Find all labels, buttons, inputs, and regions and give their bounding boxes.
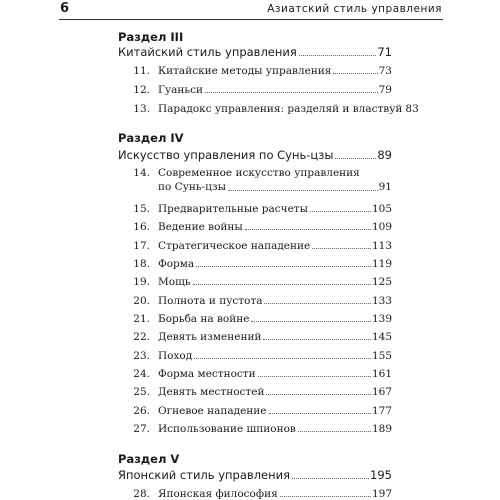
chapter-number: 14.	[133, 167, 150, 179]
chapter-number: 26.	[133, 405, 150, 417]
chapter-page: 197	[371, 488, 392, 500]
toc-entry[interactable]	[118, 166, 392, 195]
chapter-title: Стратегическое нападение	[158, 240, 311, 252]
toc-entry[interactable]	[118, 291, 392, 307]
page-header	[0, 0, 500, 22]
chapter-page: 161	[371, 368, 392, 380]
chapter-page: 105	[371, 203, 392, 215]
chapter-number: 17.	[133, 240, 150, 252]
chapter-title: Парадокс управления: разделяй и властвуй	[158, 103, 403, 115]
chapter-number: 24.	[133, 368, 150, 380]
chapter-title: Форма местности	[158, 368, 256, 380]
part-title: Китайский стиль управления	[118, 45, 297, 59]
toc-entry[interactable]	[118, 346, 392, 362]
toc-entry[interactable]	[118, 217, 392, 233]
part-page: 89	[377, 148, 392, 162]
chapter-number: 18.	[133, 258, 150, 270]
chapter-title: Борьба на войне	[158, 313, 250, 325]
toc-entry[interactable]	[118, 254, 392, 270]
chapter-number: 16.	[133, 221, 150, 233]
part-page: 195	[370, 468, 392, 482]
dot-leader	[269, 413, 371, 414]
section-heading: Раздел V	[118, 452, 180, 466]
chapter-number: 28.	[133, 488, 150, 500]
toc-entry[interactable]	[118, 272, 392, 288]
chapter-number: 23.	[133, 350, 150, 362]
dot-leader	[310, 211, 371, 212]
part-title: Искусство управления по Сунь-цзы	[118, 148, 334, 162]
chapter-page: 73	[378, 65, 392, 77]
chapter-page: 139	[371, 313, 392, 325]
chapter-page: 125	[371, 276, 392, 288]
toc-entry[interactable]	[118, 401, 392, 417]
dot-leader	[193, 284, 371, 285]
chapter-number: 25.	[133, 386, 150, 398]
dot-leader	[266, 394, 371, 395]
chapter-page: 83	[405, 103, 419, 115]
dot-leader	[264, 303, 370, 304]
running-title: Азиатский стиль управления	[267, 3, 442, 15]
toc-entry[interactable]	[118, 61, 392, 77]
part-page: 71	[377, 45, 392, 59]
part-entry[interactable]	[118, 466, 392, 482]
toc-entry[interactable]	[118, 199, 392, 215]
dot-leader	[263, 339, 370, 340]
chapter-title: Ведение войны	[158, 221, 243, 233]
chapter-title: Гуаньси	[158, 84, 203, 96]
chapter-number: 27.	[133, 423, 150, 435]
dot-leader	[333, 73, 377, 74]
toc-entry[interactable]	[118, 236, 392, 252]
dot-leader	[258, 376, 371, 377]
toc-entry[interactable]	[118, 419, 392, 435]
chapter-page: 167	[371, 386, 392, 398]
chapter-page: 119	[371, 258, 392, 270]
chapter-page: 189	[371, 423, 392, 435]
section-heading: Раздел III	[118, 30, 184, 44]
chapter-title: Форма	[158, 258, 195, 270]
chapter-title: Девять изменений	[158, 331, 262, 343]
dot-leader	[251, 321, 371, 322]
chapter-number: 13.	[133, 103, 150, 115]
chapter-number: 19.	[133, 276, 150, 288]
toc-entry[interactable]	[118, 382, 392, 398]
chapter-page: 113	[371, 240, 392, 252]
chapter-title: Огневое нападение	[158, 405, 267, 417]
toc-entry[interactable]	[118, 364, 392, 380]
dot-leader	[298, 431, 371, 432]
chapter-number: 21.	[133, 313, 150, 325]
dot-leader	[194, 358, 371, 359]
toc-entry[interactable]	[118, 327, 392, 343]
dot-leader	[335, 158, 376, 159]
dot-leader	[196, 266, 371, 267]
header-rule	[59, 19, 443, 20]
chapter-title-line2: по Сунь-цзы	[158, 181, 226, 193]
chapter-page: 79	[378, 84, 392, 96]
chapter-number: 11.	[133, 65, 150, 77]
chapter-number: 20.	[133, 295, 150, 307]
chapter-number: 22.	[133, 331, 150, 343]
chapter-page: 133	[371, 295, 392, 307]
chapter-title: Полнота и пустота	[158, 295, 263, 307]
chapter-page: 91	[378, 181, 392, 193]
chapter-title: Предварительные расчеты	[158, 203, 308, 215]
dot-leader	[299, 55, 377, 56]
chapter-title: Мощь	[158, 276, 191, 288]
chapter-page: 177	[371, 405, 392, 417]
toc-entry[interactable]	[118, 99, 419, 115]
chapter-page: 145	[371, 331, 392, 343]
chapter-title-line1: Современное искусство управления	[158, 167, 360, 179]
part-title: Японский стиль управления	[118, 468, 291, 482]
dot-leader	[292, 478, 369, 479]
toc-entry[interactable]	[118, 80, 392, 96]
section-heading: Раздел IV	[118, 131, 184, 145]
chapter-title-block	[158, 166, 392, 194]
chapter-title-line2-row	[158, 180, 392, 194]
chapter-page: 155	[371, 350, 392, 362]
part-entry[interactable]	[118, 43, 392, 59]
page-number: 6	[60, 1, 70, 16]
dot-leader	[245, 229, 371, 230]
chapter-title: Поход	[158, 350, 193, 362]
dot-leader	[228, 190, 378, 191]
toc-entry[interactable]	[118, 484, 392, 500]
chapter-title: Девять местностей	[158, 386, 265, 398]
chapter-number: 12.	[133, 84, 150, 96]
chapter-title: Японская философия	[158, 488, 278, 500]
chapter-page: 109	[371, 221, 392, 233]
chapter-title: Использование шпионов	[158, 423, 296, 435]
dot-leader	[280, 496, 371, 497]
part-entry[interactable]	[118, 146, 392, 162]
dot-leader	[205, 92, 378, 93]
chapter-number: 15.	[133, 203, 150, 215]
toc-entry[interactable]	[118, 309, 392, 325]
chapter-title: Китайские методы управления	[158, 65, 332, 77]
dot-leader	[312, 248, 371, 249]
